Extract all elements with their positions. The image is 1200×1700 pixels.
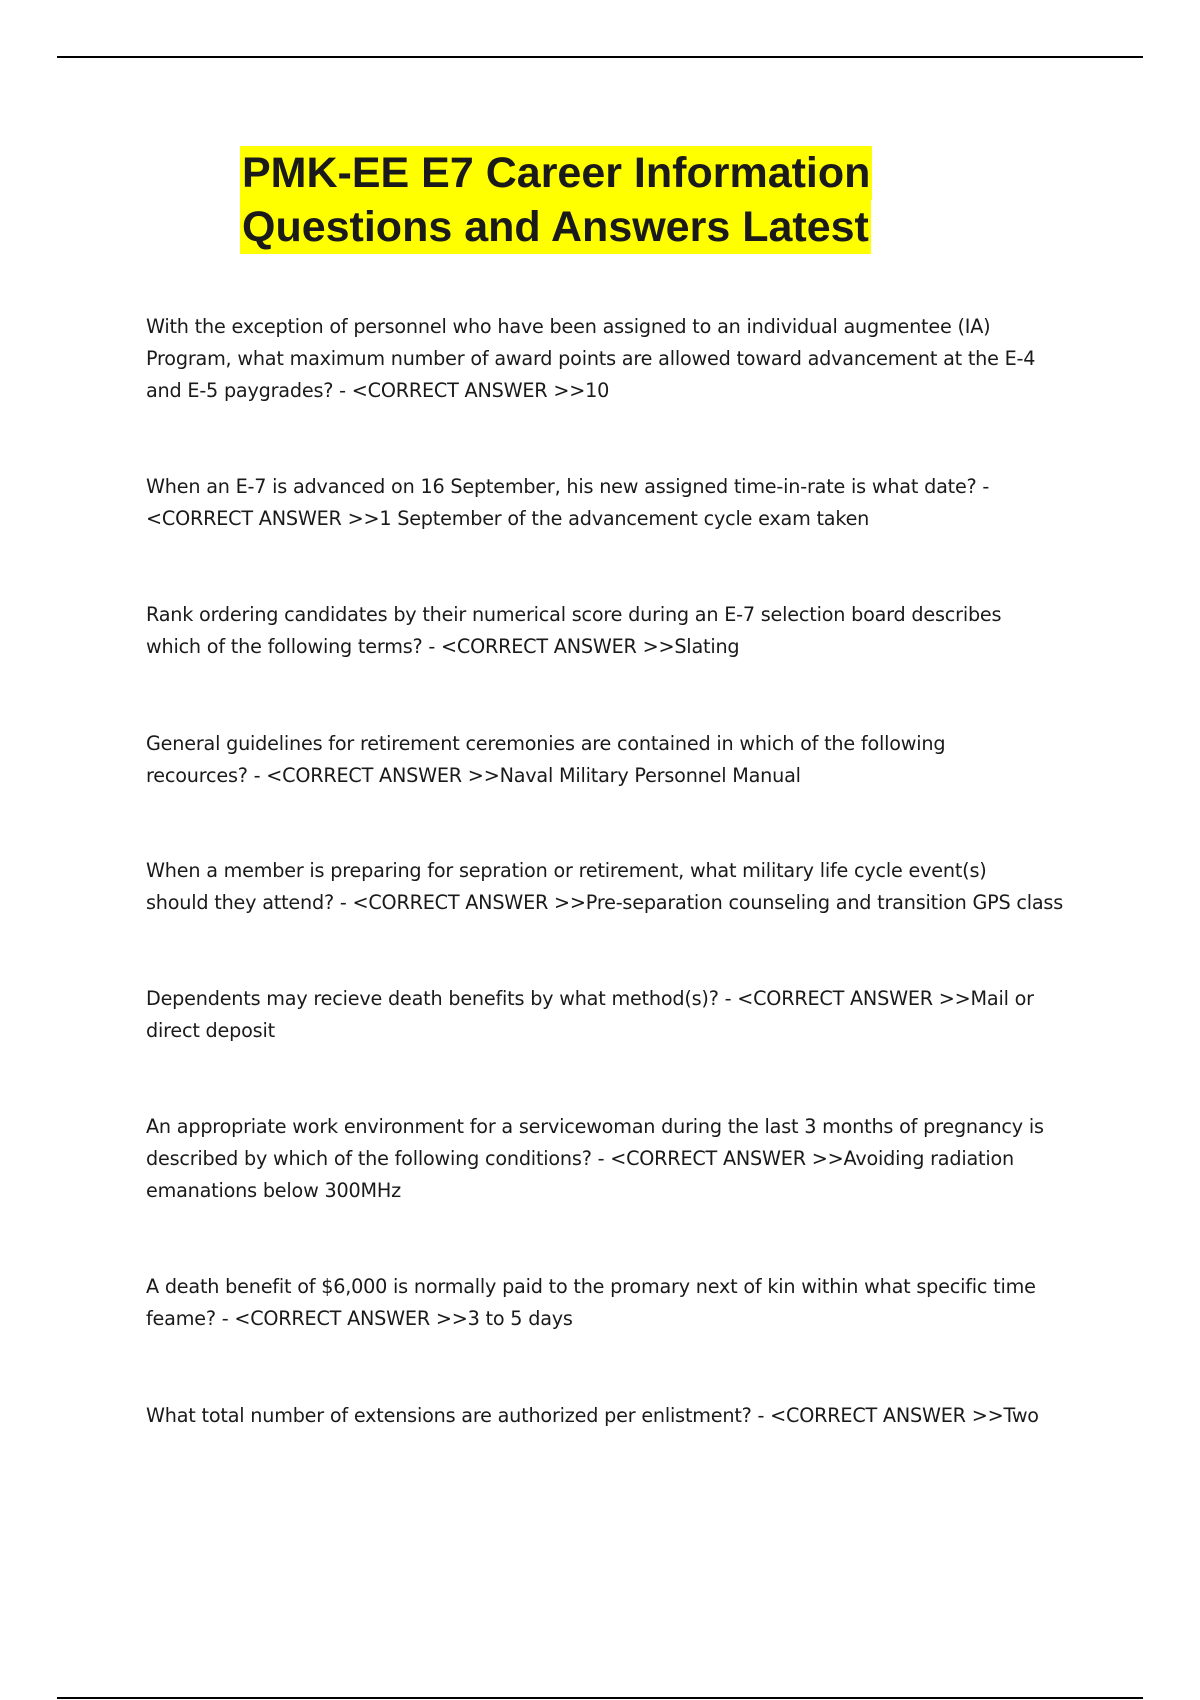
- qa-line: When a member is preparing for sepration or retirement, what military life cycle event(s): [146, 859, 987, 882]
- qa-item: [146, 1111, 1091, 1207]
- qa-line: direct deposit: [146, 1019, 275, 1042]
- header-rule: [57, 56, 1143, 58]
- qa-item: [146, 471, 1091, 535]
- qa-line: General guidelines for retirement ceremonies are contained in which of the following: [146, 732, 946, 755]
- qa-line: <CORRECT ANSWER >>1 September of the advancement cycle exam taken: [146, 507, 870, 530]
- title-line-1: PMK-EE E7 Career Information: [240, 146, 872, 200]
- qa-line: which of the following terms? - <CORRECT ANSWER >>Slating: [146, 635, 740, 658]
- qa-line: An appropriate work environment for a servicewoman during the last 3 months of pregnancy is: [146, 1115, 1044, 1138]
- qa-item: [146, 599, 1091, 663]
- qa-line: With the exception of personnel who have been assigned to an individual augmentee (IA): [146, 315, 991, 338]
- qa-line: feame? - <CORRECT ANSWER >>3 to 5 days: [146, 1307, 573, 1330]
- qa-line: What total number of extensions are authorized per enlistment? - <CORRECT ANSWER >>Two: [146, 1404, 1039, 1427]
- qa-item: [146, 983, 1091, 1047]
- qa-item: [146, 728, 1091, 792]
- qa-line: Dependents may recieve death benefits by what method(s)? - <CORRECT ANSWER >>Mail or: [146, 987, 1034, 1010]
- qa-line: A death benefit of $6,000 is normally paid to the promary next of kin within what specific time: [146, 1275, 1036, 1298]
- qa-item: [146, 1271, 1091, 1335]
- qa-item: [146, 311, 1091, 407]
- qa-line: and E-5 paygrades? - <CORRECT ANSWER >>10: [146, 379, 610, 402]
- qa-line: should they attend? - <CORRECT ANSWER >>Pre-separation counseling and transition GPS class: [146, 891, 1064, 914]
- title-line-2: Questions and Answers Latest: [240, 200, 871, 254]
- qa-item: [146, 855, 1091, 919]
- qa-line: emanations below 300MHz: [146, 1179, 401, 1202]
- qa-line: recources? - <CORRECT ANSWER >>Naval Military Personnel Manual: [146, 764, 801, 787]
- qa-line: Rank ordering candidates by their numerical score during an E-7 selection board describes: [146, 603, 1002, 626]
- qa-line: Program, what maximum number of award points are allowed toward advancement at the E-4: [146, 347, 1036, 370]
- qa-item: [146, 1400, 1091, 1432]
- document-title: [240, 146, 950, 254]
- qa-line: described by which of the following conditions? - <CORRECT ANSWER >>Avoiding radiation: [146, 1147, 1014, 1170]
- footer-rule: [57, 1697, 1143, 1699]
- qa-line: When an E-7 is advanced on 16 September, his new assigned time-in-rate is what date? -: [146, 475, 990, 498]
